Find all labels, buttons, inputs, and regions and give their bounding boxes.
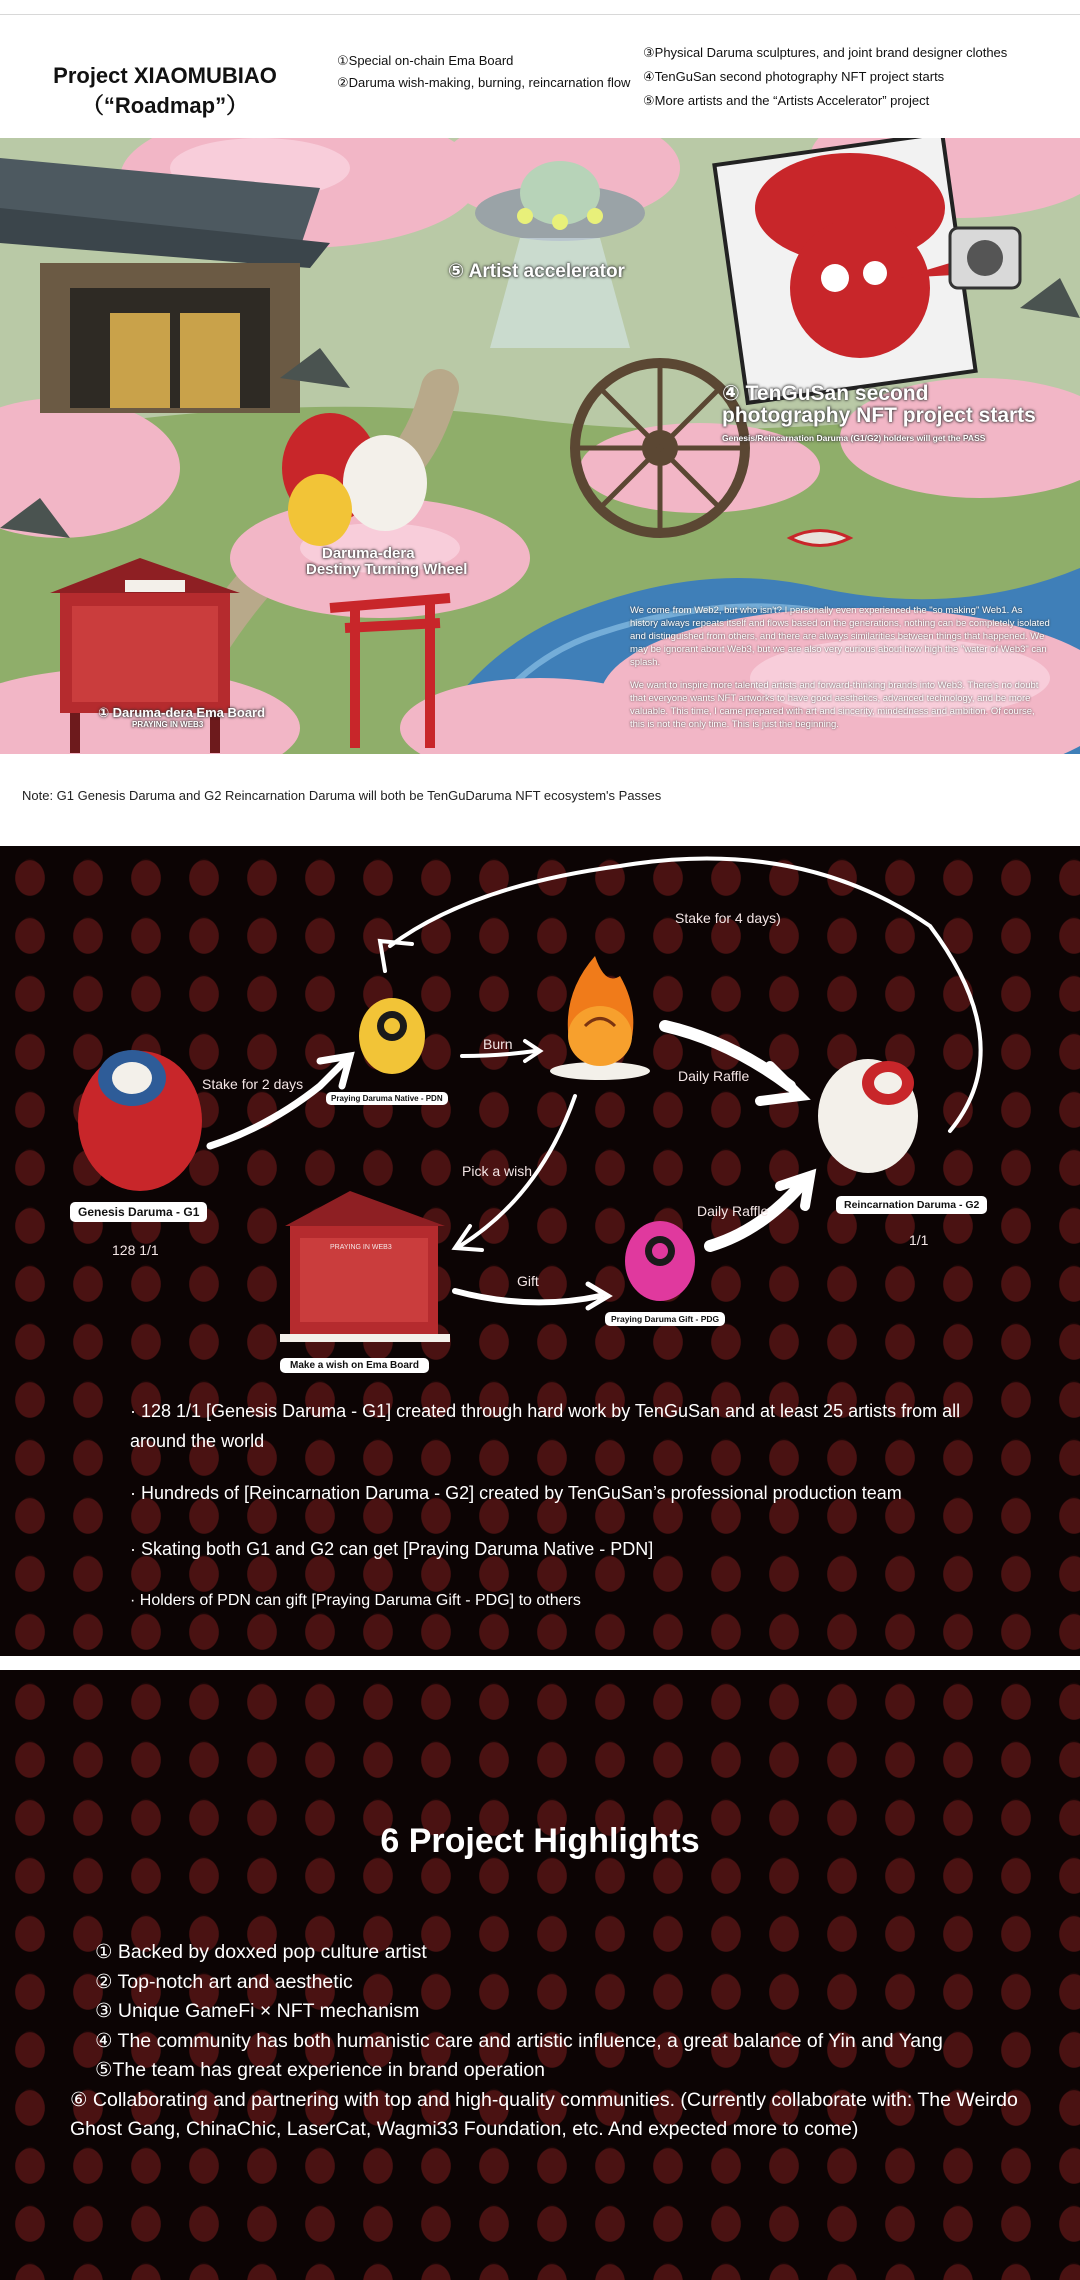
temple [0,158,330,413]
reincarnation-daruma-count: 1/1 [909,1232,929,1248]
label-daily-raffle-top: Daily Raffle [678,1068,750,1084]
label-ema-sign: PRAYING IN WEB3 [132,720,204,729]
arrow-gift [455,1291,600,1302]
destiny-wheel-icon [575,363,745,533]
highlights-list [70,1938,1055,2145]
highlight-item: ④ The community has both humanistic care and artistic influence, a great balance of Yin and Yang [95,2029,943,2052]
highlight-item: ⑤The team has great experience in brand operation [95,2059,546,2081]
roadmap-title-line2: （“Roadmap”） [81,93,249,118]
ema-board-sign: PRAYING IN WEB3 [330,1244,392,1251]
highlight-item: ① Backed by doxxed pop culture artist [95,1941,427,1963]
label-stake-4-days: Stake for 4 days) [675,910,781,926]
bullet-genesis: · 128 1/1 [Genesis Daruma - G1] created through hard work by TenGuSan and at least 25 artists from all around the world [130,1401,961,1451]
label-tengusan-line1: ④ TenGuSan second [722,382,929,405]
koi-fish [790,531,850,546]
passes-note: Note: G1 Genesis Daruma and G2 Reincarnation Daruma will both be TenGuDaruma NFT ecosystem's Passes [22,788,662,803]
section-separator [0,1656,1080,1670]
roadmap-item-sculptures: ③Physical Daruma sculptures, and joint brand designer clothes [643,45,1008,60]
reincarnation-daruma-icon [818,1059,918,1173]
pdg-daruma-icon [625,1221,695,1301]
burning-daruma-icon [550,956,650,1080]
highlights-title: 6 Project Highlights [380,1822,700,1860]
bullet-gift: · Holders of PDN can gift [Praying Daruma Gift - PDG] to others [130,1592,581,1609]
bullet-staking: · Skating both G1 and G2 can get [Praying Daruma Native - PDN] [130,1539,654,1559]
label-tengusan-line2: photography NFT project starts [722,404,1036,427]
label-gift: Gift [517,1273,539,1289]
highlights-section [0,1670,1080,2280]
label-pick-a-wish: Pick a wish [462,1163,533,1179]
pdn-daruma-icon [359,998,425,1074]
roadmap-title-line1: Project XIAOMUBIAO [53,63,277,88]
illustration-paragraph-1: We come from Web2, but who isn't? I personally even experienced the "so making" Web1. As history always repeats itself and flows based on the generations, nothing can be completely isolated and distinguished from others, and there are always similarities between things that happened. We may be ignorant about Web3, but we are also very curious about how high the "water of Web3" can splash. [630,605,1050,668]
label-daily-raffle-bottom: Daily Raffle [697,1203,769,1219]
highlight-item: ⑥ Collaborating and partnering with top and high-quality communities. (Currently collaborate with: The Weirdo Ghost Gang, ChinaChic, LaserCat, Wagmi33 Foundation, etc. And expected more to come) [70,2088,1018,2140]
roadmap-item-artists: ⑤More artists and the “Artists Accelerator” project [643,93,930,108]
label-pass-note: Genesis/Reincarnation Daruma (G1/G2) holders will get the PASS [722,433,986,443]
arrow-stake-2-days [210,1061,345,1146]
roadmap-item-ema-board: ①Special on-chain Ema Board [337,53,514,68]
highlight-item: ③ Unique GameFi × NFT mechanism [95,2000,420,2022]
roadmap-illustration [0,138,1080,754]
reincarnation-daruma-label: Reincarnation Daruma - G2 [836,1196,987,1214]
ema-board-label: Make a wish on Ema Board [280,1358,429,1373]
pdn-label: Praying Daruma Native - PDN [326,1092,448,1105]
roadmap-header [0,14,1080,138]
label-artist-accelerator: ⑤ Artist accelerator [448,261,625,282]
label-wheel-line1: Daruma-dera [322,545,415,562]
label-wheel-line2: Destiny Turning Wheel [306,561,468,578]
label-burn: Burn [483,1036,513,1052]
genesis-daruma-count: 128 1/1 [112,1242,159,1258]
roadmap-item-wish-flow: ②Daruma wish-making, burning, reincarnation flow [337,75,631,90]
bullet-reincarnation: · Hundreds of [Reincarnation Daruma - G2] created by TenGuSan’s professional production team [130,1483,902,1503]
illustration-paragraphs [630,604,1050,741]
highlight-item: ② Top-notch art and aesthetic [95,1970,353,1993]
label-stake-2-days: Stake for 2 days [202,1076,304,1092]
illustration-paragraph-2: We want to inspire more talented artists and forward-thinking brands into Web3. There's no doubt that everyone wants NFT artworks to have good aesthetics, advanced technology, and be more valuable. This time, I came prepared with art and sincerity, mindedness and ambition. Of course, this is not the only time. This is just the beginning. [630,680,1039,730]
flow-ema-board-icon [280,1191,450,1342]
daruma-flow-section [0,846,1080,1656]
pdg-label: Praying Daruma Gift - PDG [605,1312,725,1326]
genesis-daruma-label: Genesis Daruma - G1 [70,1202,207,1222]
label-ema-board: ① Daruma-dera Ema Board [98,705,266,720]
roadmap-item-photography: ④TenGuSan second photography NFT project starts [643,69,945,84]
roadmap-title [40,61,290,121]
genesis-daruma-icon [78,1050,202,1191]
